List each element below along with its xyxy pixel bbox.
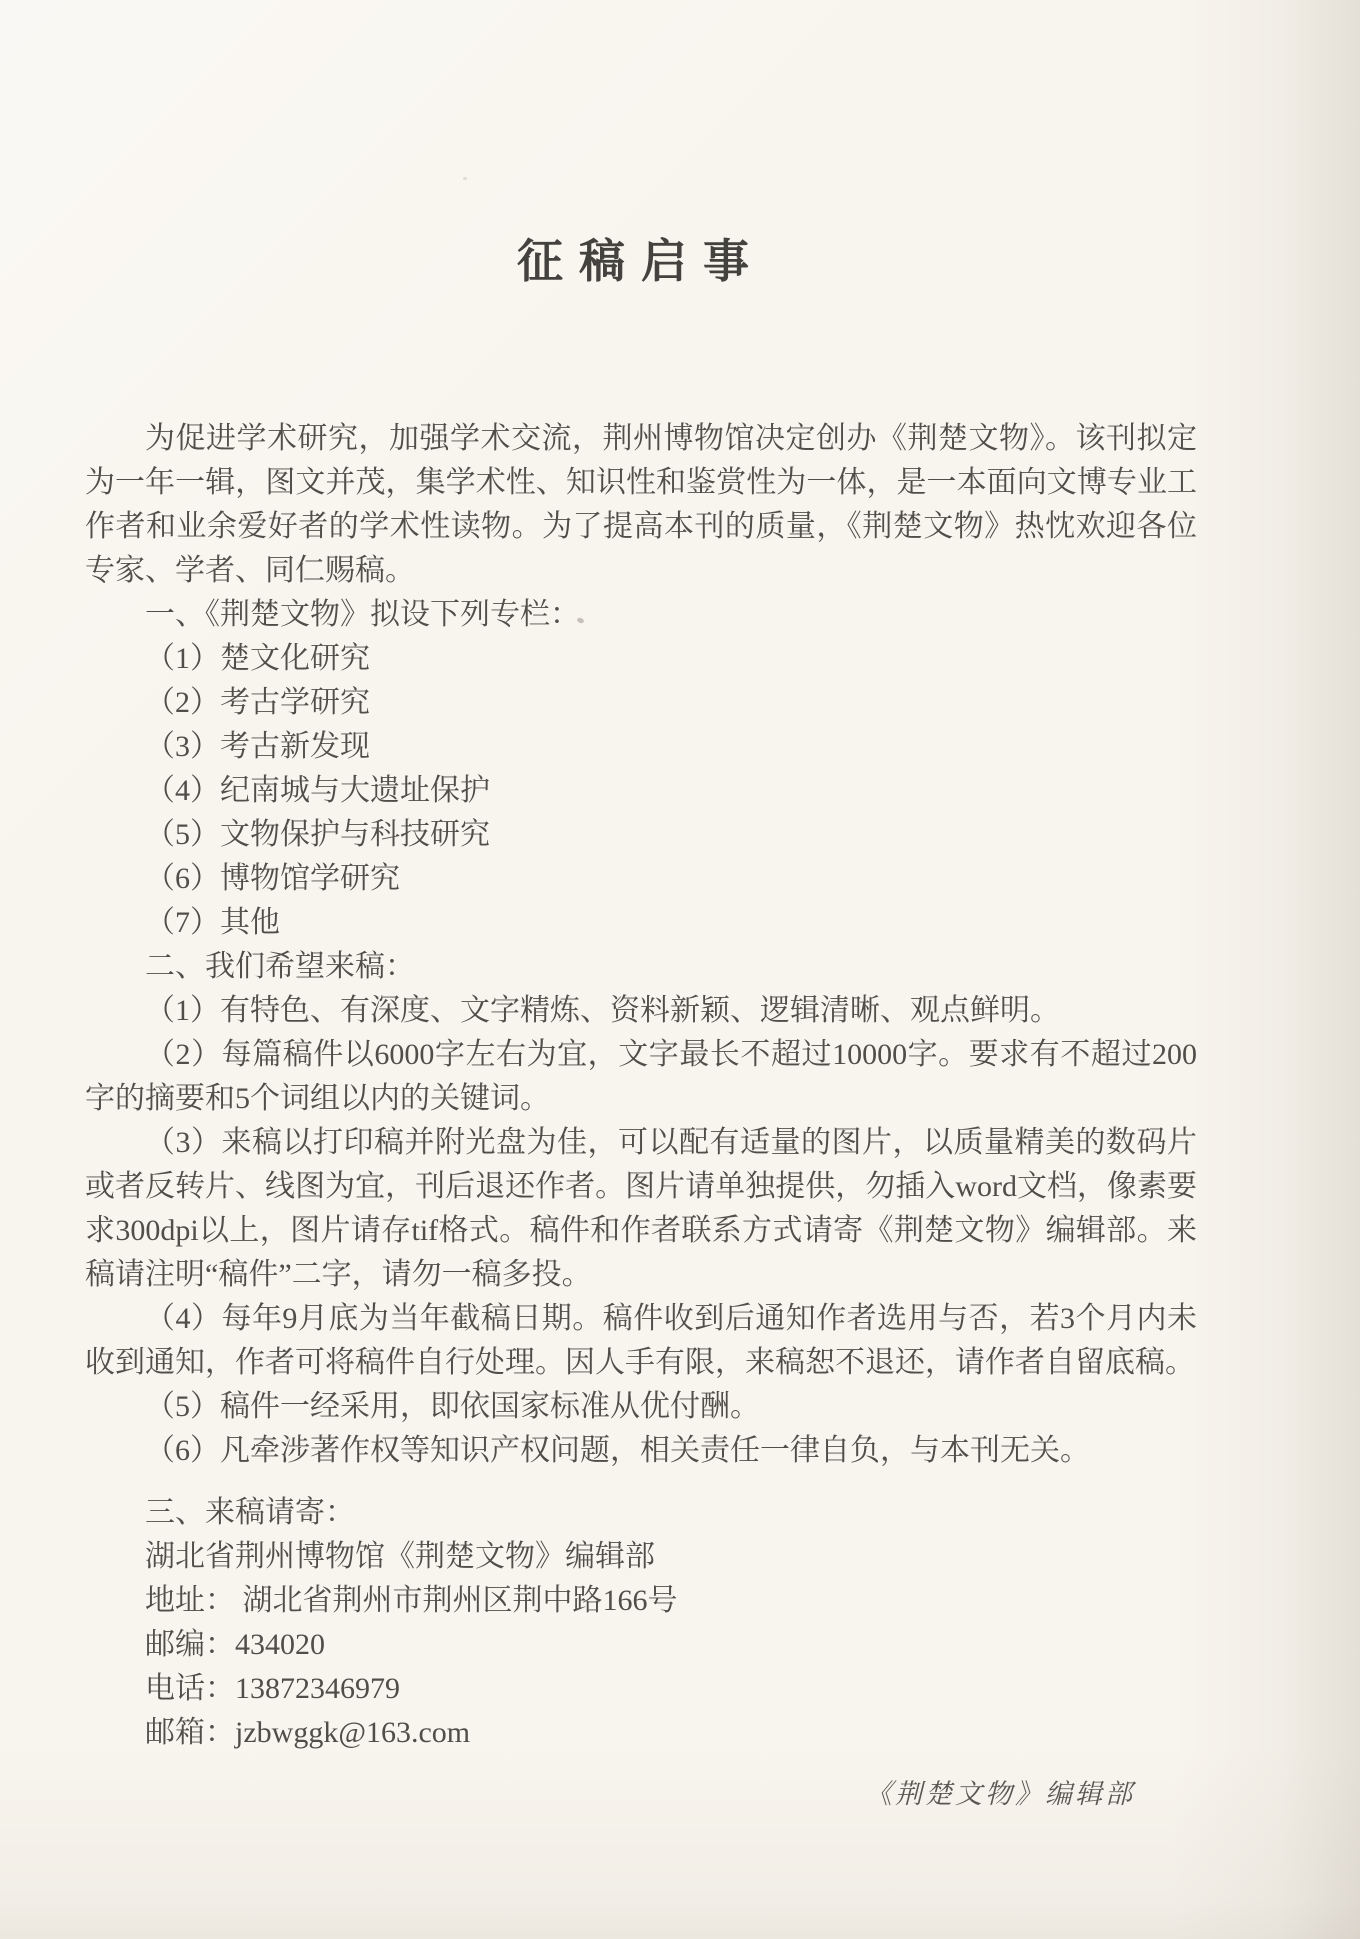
section1-item-5: （5）文物保护与科技研究 <box>145 817 490 851</box>
contact-address: 地址： 湖北省荆州市荆州区荆中路166号 <box>145 1583 678 1617</box>
section2-item-6: （6）凡牵涉著作权等知识产权问题，相关责任一律自负，与本刊无关。 <box>145 1433 1090 1467</box>
document-content <box>85 0 1197 1755</box>
section1-item-4: （4）纪南城与大遗址保护 <box>145 773 490 807</box>
contact-phone: 电话：13872346979 <box>145 1671 400 1705</box>
contact-postcode: 邮编：434020 <box>145 1627 325 1661</box>
section1-item-2: （2）考古学研究 <box>145 685 370 719</box>
intro-paragraph: 为促进学术研究，加强学术交流，荆州博物馆决定创办《荆楚文物》。该刊拟定为一年一辑，图文并茂，集学术性、知识性和鉴赏性为一体，是一本面向文博专业工作者和业余爱好者的学术性读物。为了提高本刊的质量，《荆楚文物》热忱欢迎各位专家、学者、同仁赐稿。 <box>85 421 1197 587</box>
section2-item-1: （1）有特色、有深度、文字精炼、资料新颖、逻辑清晰、观点鲜明。 <box>145 993 1060 1027</box>
section2-item-3: （3）来稿以打印稿并附光盘为佳，可以配有适量的图片，以质量精美的数码片或者反转片、线图为宜，刊后退还作者。图片请单独提供，勿插入word文档，像素要求300dpi以上，图片请存tif格式。稿件和作者联系方式请寄《荆楚文物》编辑部。来稿请注明“稿件”二字，请勿一稿多投。 <box>85 1125 1197 1291</box>
section2-item-5: （5）稿件一经采用，即依国家标准从优付酬。 <box>145 1389 760 1423</box>
contact-email: 邮箱：jzbwggk@163.com <box>145 1715 471 1749</box>
editorial-signature: 《荆楚文物》编辑部 <box>865 1779 1135 1809</box>
section2-item-4: （4）每年9月底为当年截稿日期。稿件收到后通知作者选用与否，若3个月内未收到通知，作者可将稿件自行处理。因人手有限，来稿恕不退还，请作者自留底稿。 <box>85 1301 1197 1379</box>
contact-section <box>85 1491 1197 1755</box>
section1-item-6: （6）博物馆学研究 <box>145 861 400 895</box>
page-title: 征稿启事 <box>517 235 765 287</box>
section1-item-7: （7）其他 <box>145 905 280 939</box>
section1-item-1: （1）楚文化研究 <box>145 641 370 675</box>
section1-heading: 一、《荆楚文物》拟设下列专栏： <box>145 597 580 631</box>
section2-item-2: （2）每篇稿件以6000字左右为宜，文字最长不超过10000字。要求有不超过200字的摘要和5个词组以内的关键词。 <box>85 1037 1197 1115</box>
section3-heading: 三、来稿请寄： <box>145 1495 355 1529</box>
document-body <box>85 417 1197 1755</box>
contact-recipient: 湖北省荆州博物馆《荆楚文物》编辑部 <box>145 1539 655 1573</box>
section2-heading: 二、我们希望来稿： <box>145 949 415 983</box>
section1-item-3: （3）考古新发现 <box>145 729 370 763</box>
